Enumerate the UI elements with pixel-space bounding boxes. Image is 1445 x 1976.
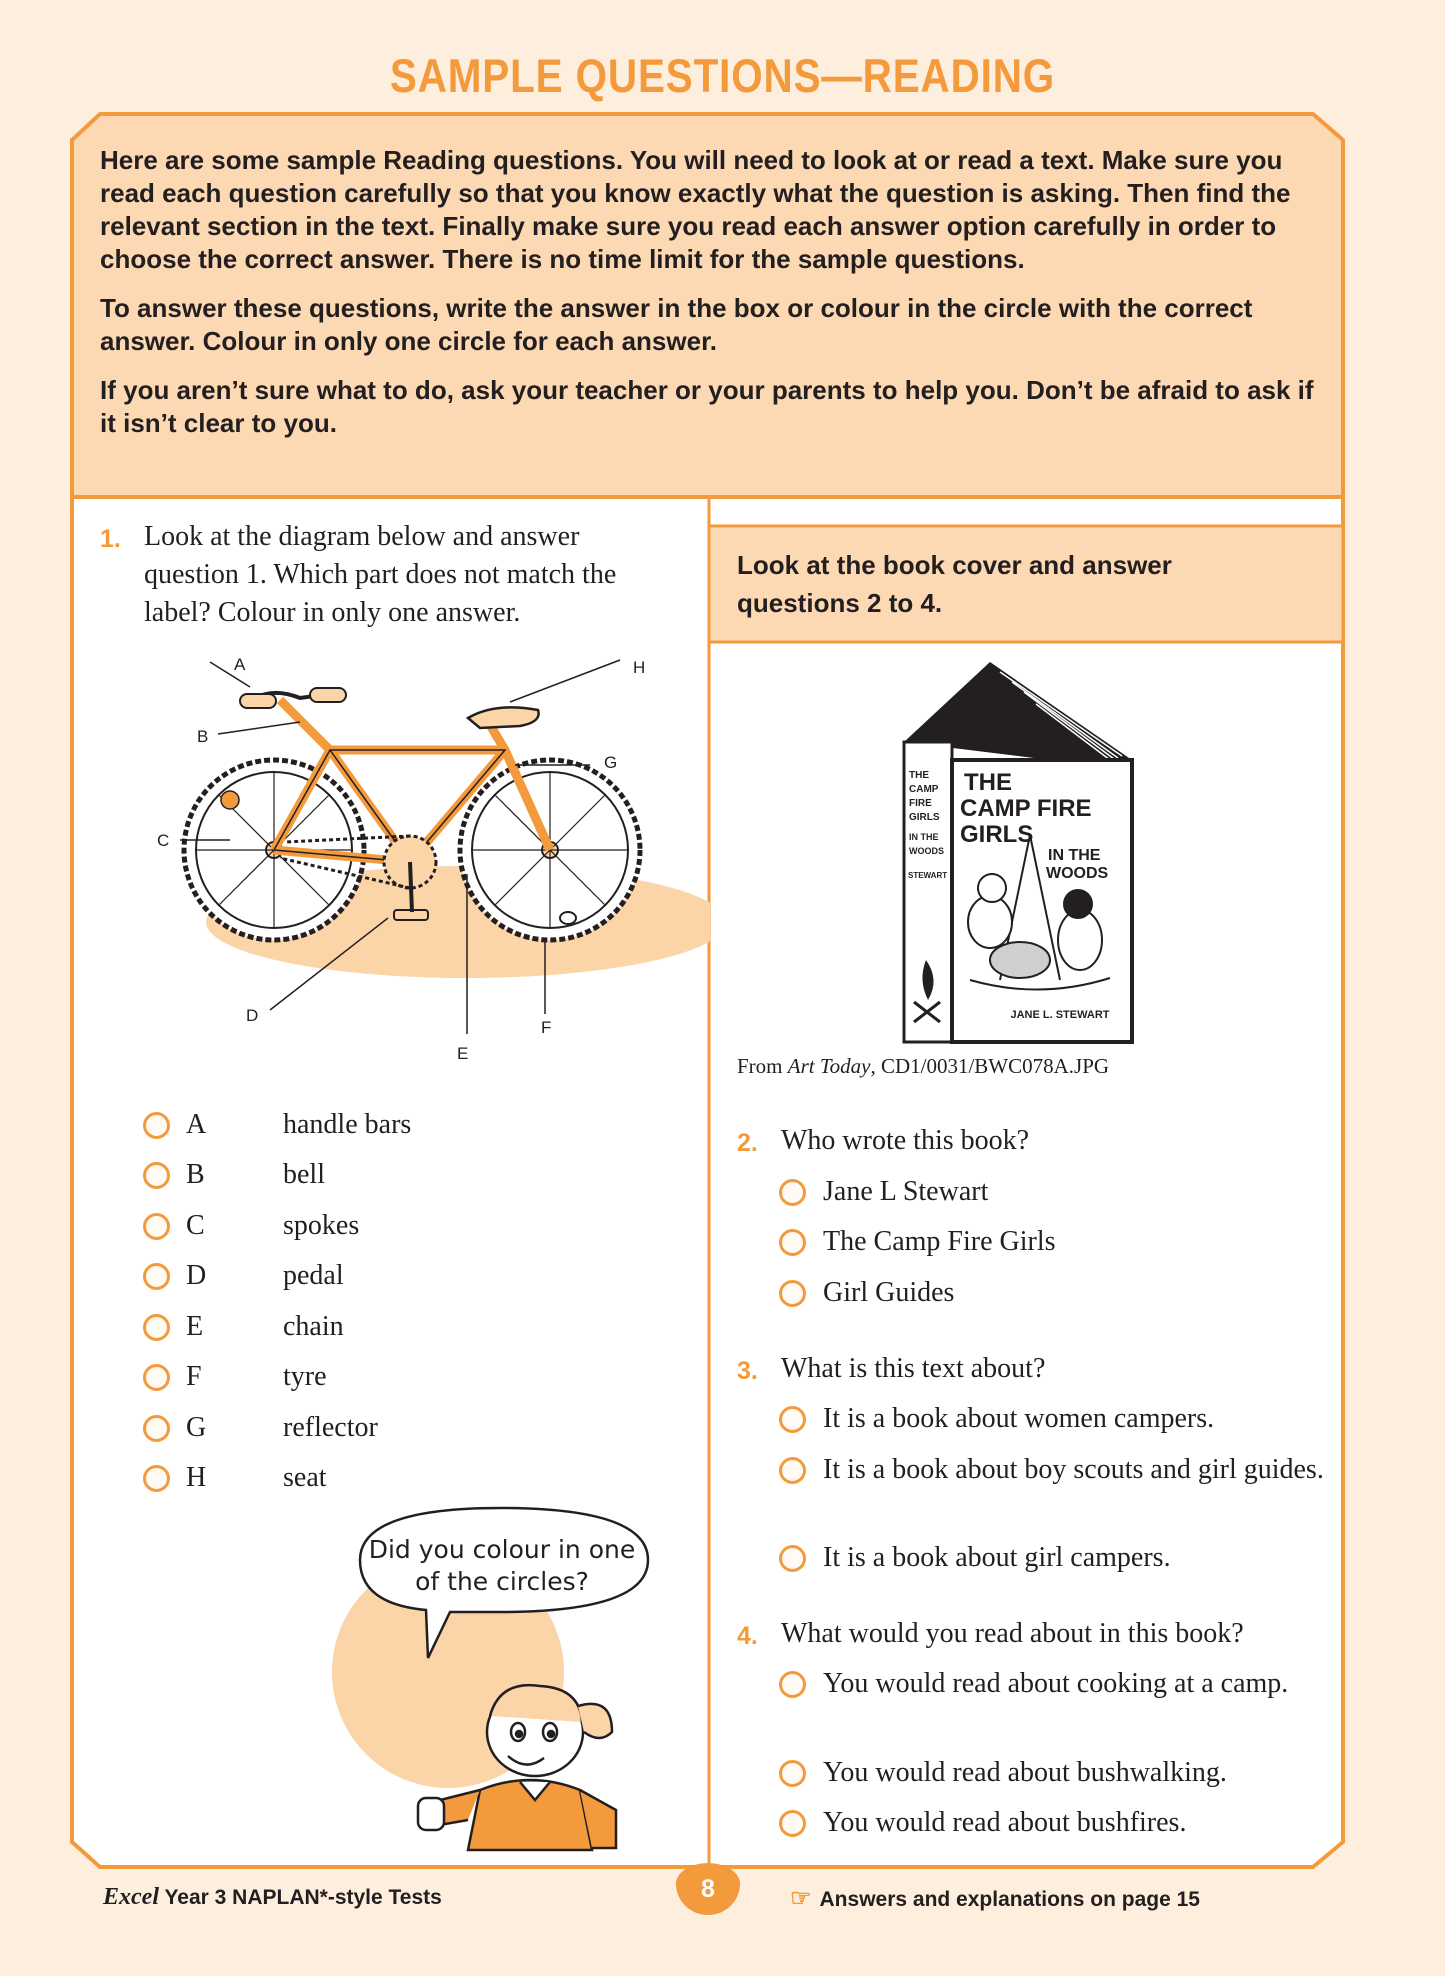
option-letter: A [186, 1109, 207, 1140]
book-cover-title-5: WOODS [1046, 865, 1109, 882]
intro-paragraph-1: Here are some sample Reading questions. You will need to look at or read a text. Make sure you read each question carefully so that you know exactly what the question is asking. Then find the relevant section in the text. Finally make sure you read each answer option carefully in order to choose the correct answer. There is no time limit for the sample questions. [100, 145, 1291, 274]
option-text: spokes [283, 1210, 360, 1241]
book-spine-line-2: CAMP [909, 784, 939, 795]
question-3 [737, 1350, 1337, 1388]
option-text: Girl Guides [823, 1277, 955, 1308]
answer-circle-3c[interactable] [779, 1545, 806, 1572]
answer-circle-4a[interactable] [779, 1671, 806, 1698]
bicycle-diagram [150, 650, 710, 1070]
answer-circle-4c[interactable] [779, 1810, 806, 1837]
question-4 [737, 1615, 1337, 1653]
diagram-label-b: B [197, 727, 209, 746]
answer-circle-2b[interactable] [779, 1229, 806, 1256]
source-italic: Art Today [787, 1054, 871, 1078]
option-letter: G [186, 1412, 207, 1443]
option-text: bell [283, 1159, 325, 1190]
option-text: tyre [283, 1361, 327, 1392]
answer-circle-b[interactable] [143, 1162, 170, 1189]
question-1 [100, 518, 680, 632]
option-text: You would read about bushfires. [823, 1807, 1187, 1838]
option-text: reflector [283, 1412, 378, 1443]
heading-line-2: questions 2 to 4. [737, 588, 943, 618]
question-text: What would you read about in this book? [781, 1618, 1244, 1649]
pointing-hand-icon: ☞ [790, 1885, 812, 1912]
question-text: Look at the diagram below and answer question 1. Which part does not match the label? Colour in only one answer. [144, 521, 617, 628]
answer-circle-2c[interactable] [779, 1280, 806, 1307]
option-letter: B [186, 1159, 205, 1190]
answer-circle-g[interactable] [143, 1415, 170, 1442]
question-text: What is this text about? [781, 1353, 1046, 1384]
answer-circle-d[interactable] [143, 1263, 170, 1290]
page-title: SAMPLE QUESTIONS—READING [389, 49, 1056, 102]
speech-line-1: Did you colour in one [368, 1535, 636, 1564]
option-text: Jane L Stewart [823, 1176, 989, 1207]
option-text: It is a book about girl campers. [823, 1542, 1171, 1573]
answer-circle-3a[interactable] [779, 1406, 806, 1433]
option-text: The Camp Fire Girls [823, 1226, 1056, 1257]
answer-circle-2a[interactable] [779, 1179, 806, 1206]
answer-circle-3b[interactable] [779, 1457, 806, 1484]
book-section-heading [737, 546, 1337, 622]
book-spine-line-4: GIRLS [909, 812, 940, 823]
option-text: seat [283, 1462, 327, 1493]
speech-line-2: of the circles? [415, 1567, 589, 1596]
answers-note [790, 1884, 1200, 1913]
option-letter: C [186, 1210, 205, 1241]
book-cover-title-2: CAMP FIRE [960, 795, 1092, 822]
option-text: You would read about cooking at a camp. [823, 1668, 1289, 1699]
answer-circle-a[interactable] [143, 1112, 170, 1139]
answer-circle-c[interactable] [143, 1213, 170, 1240]
option-letter: D [186, 1260, 207, 1291]
book-spine-line-3: FIRE [909, 798, 932, 809]
question-number: 3. [737, 1357, 758, 1385]
image-source [737, 1054, 1109, 1079]
option-text: It is a book about boy scouts and girl guides. [823, 1454, 1324, 1485]
source-suffix: , CD1/0031/BWC078A.JPG [870, 1054, 1110, 1078]
option-text: chain [283, 1311, 344, 1342]
source-prefix: From [737, 1054, 788, 1078]
intro-paragraph-2: To answer these questions, write the answer in the box or colour in the circle with the correct answer. Colour in only one circle for each answer. [100, 293, 1253, 356]
book-cover-illustration [900, 660, 1140, 1050]
intro-paragraph-3: If you aren’t sure what to do, ask your teacher or your parents to help you. Don’t be afraid to ask if it isn’t clear to you. [100, 375, 1314, 438]
answer-circle-h[interactable] [143, 1465, 170, 1492]
footer-book-title [103, 1884, 442, 1911]
answers-note-text: Answers and explanations on page 15 [819, 1888, 1200, 1911]
diagram-label-e: E [457, 1044, 469, 1063]
diagram-label-g: G [604, 753, 618, 772]
intro-text [100, 144, 1320, 456]
book-spine-line-5: IN THE [909, 832, 939, 842]
question-2 [737, 1122, 1337, 1160]
diagram-label-a: A [234, 655, 246, 674]
option-text: handle bars [283, 1109, 412, 1140]
option-text: pedal [283, 1260, 344, 1291]
diagram-label-d: D [246, 1006, 259, 1025]
book-cover-title-4: IN THE [1048, 847, 1101, 864]
heading-line-1: Look at the book cover and answer [737, 550, 1172, 580]
book-cover-title-3: GIRLS [960, 821, 1034, 848]
question-number: 1. [100, 525, 121, 553]
book-spine-line-1: THE [909, 770, 929, 781]
page-number: 8 [676, 1863, 740, 1915]
option-text: It is a book about women campers. [823, 1403, 1215, 1434]
seat [468, 707, 539, 728]
speech-bubble-text [352, 1534, 652, 1598]
option-letter: E [186, 1311, 204, 1342]
brand-name: Excel [103, 1884, 159, 1910]
book-cover-title-1: THE [964, 769, 1012, 796]
diagram-label-h: H [633, 658, 646, 677]
option-text: You would read about bushwalking. [823, 1757, 1227, 1788]
answer-circle-e[interactable] [143, 1314, 170, 1341]
book-spine-line-6: WOODS [909, 846, 944, 856]
question-number: 2. [737, 1129, 758, 1157]
diagram-label-c: C [157, 831, 170, 850]
answer-circle-f[interactable] [143, 1364, 170, 1391]
diagram-label-f: F [541, 1018, 552, 1037]
question-text: Who wrote this book? [781, 1125, 1030, 1156]
book-spine-line-7: STEWART [908, 871, 948, 880]
option-letter: F [186, 1361, 202, 1392]
answer-circle-4b[interactable] [779, 1760, 806, 1787]
book-cover-author: JANE L. STEWART [1010, 1009, 1110, 1021]
series-name: Year 3 NAPLAN*-style Tests [158, 1886, 442, 1909]
option-letter: H [186, 1462, 207, 1493]
question-number: 4. [737, 1622, 758, 1650]
